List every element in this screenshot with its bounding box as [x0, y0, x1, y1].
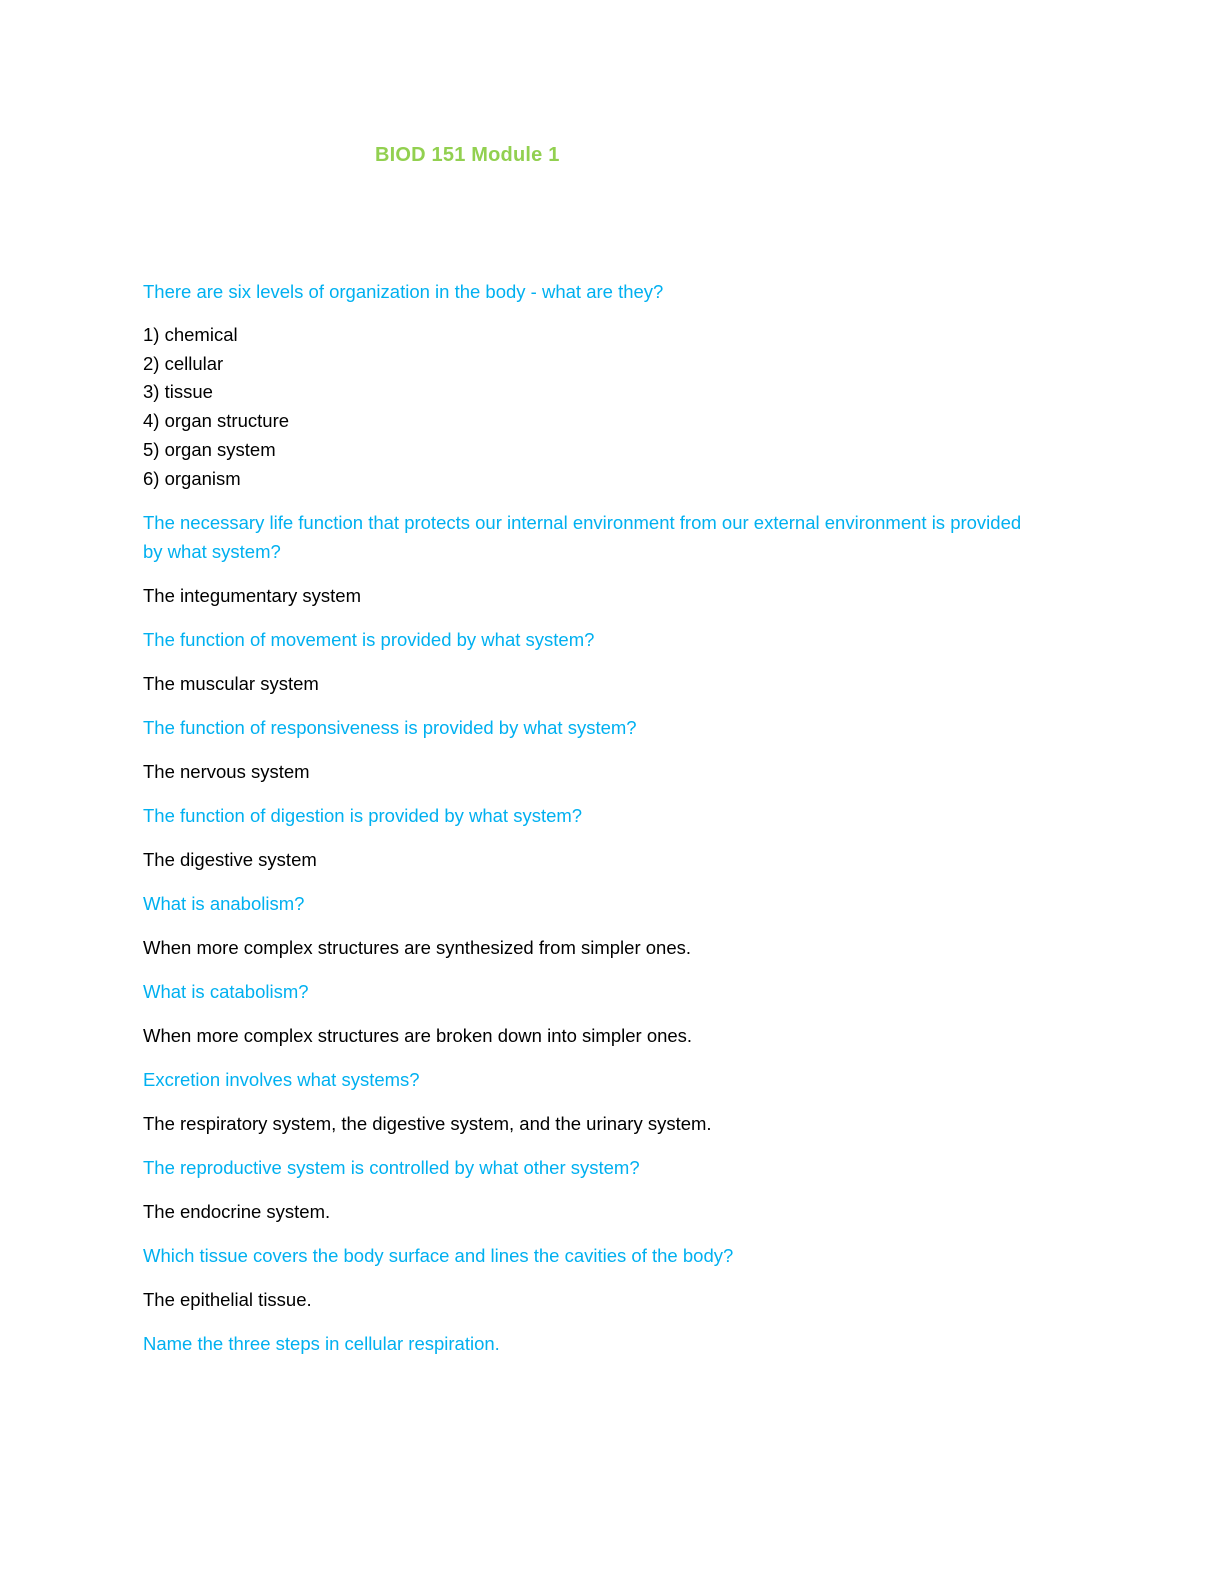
question-protection: The necessary life function that protects our internal environment from our external environment is provided by what system? — [143, 512, 1022, 563]
list-item: 4) organ structure — [143, 410, 290, 432]
question-responsiveness: The function of responsiveness is provided by what system? — [143, 717, 637, 739]
answer-responsiveness: The nervous system — [143, 761, 310, 783]
levels-list — [143, 321, 1043, 493]
list-item: 5) organ system — [143, 438, 276, 460]
question-excretion: Excretion involves what systems? — [143, 1069, 420, 1091]
question-respiration: Name the three steps in cellular respiration. — [143, 1333, 500, 1355]
answer-excretion: The respiratory system, the digestive system, and the urinary system. — [143, 1113, 712, 1135]
list-item: 3) tissue — [143, 381, 213, 403]
list-item: 6) organism — [143, 467, 241, 489]
answer-reproductive: The endocrine system. — [143, 1201, 331, 1223]
question-reproductive: The reproductive system is controlled by what other system? — [143, 1157, 640, 1179]
answer-anabolism: When more complex structures are synthesized from simpler ones. — [143, 937, 692, 959]
document-title: BIOD 151 Module 1 — [375, 144, 560, 166]
document-body — [143, 277, 1043, 1373]
question-catabolism: What is catabolism? — [143, 981, 309, 1003]
question-digestion: The function of digestion is provided by what system? — [143, 805, 583, 827]
list-item: 2) cellular — [143, 352, 224, 374]
answer-digestion: The digestive system — [143, 849, 317, 871]
list-item: 1) chemical — [143, 324, 238, 345]
question-movement: The function of movement is provided by what system? — [143, 629, 595, 651]
answer-movement: The muscular system — [143, 673, 319, 695]
question-levels: There are six levels of organization in the body - what are they? — [143, 281, 664, 302]
answer-tissue: The epithelial tissue. — [143, 1289, 312, 1311]
answer-protection: The integumentary system — [143, 585, 361, 607]
question-anabolism: What is anabolism? — [143, 893, 305, 915]
question-tissue: Which tissue covers the body surface and lines the cavities of the body? — [143, 1245, 734, 1267]
answer-catabolism: When more complex structures are broken down into simpler ones. — [143, 1025, 693, 1047]
